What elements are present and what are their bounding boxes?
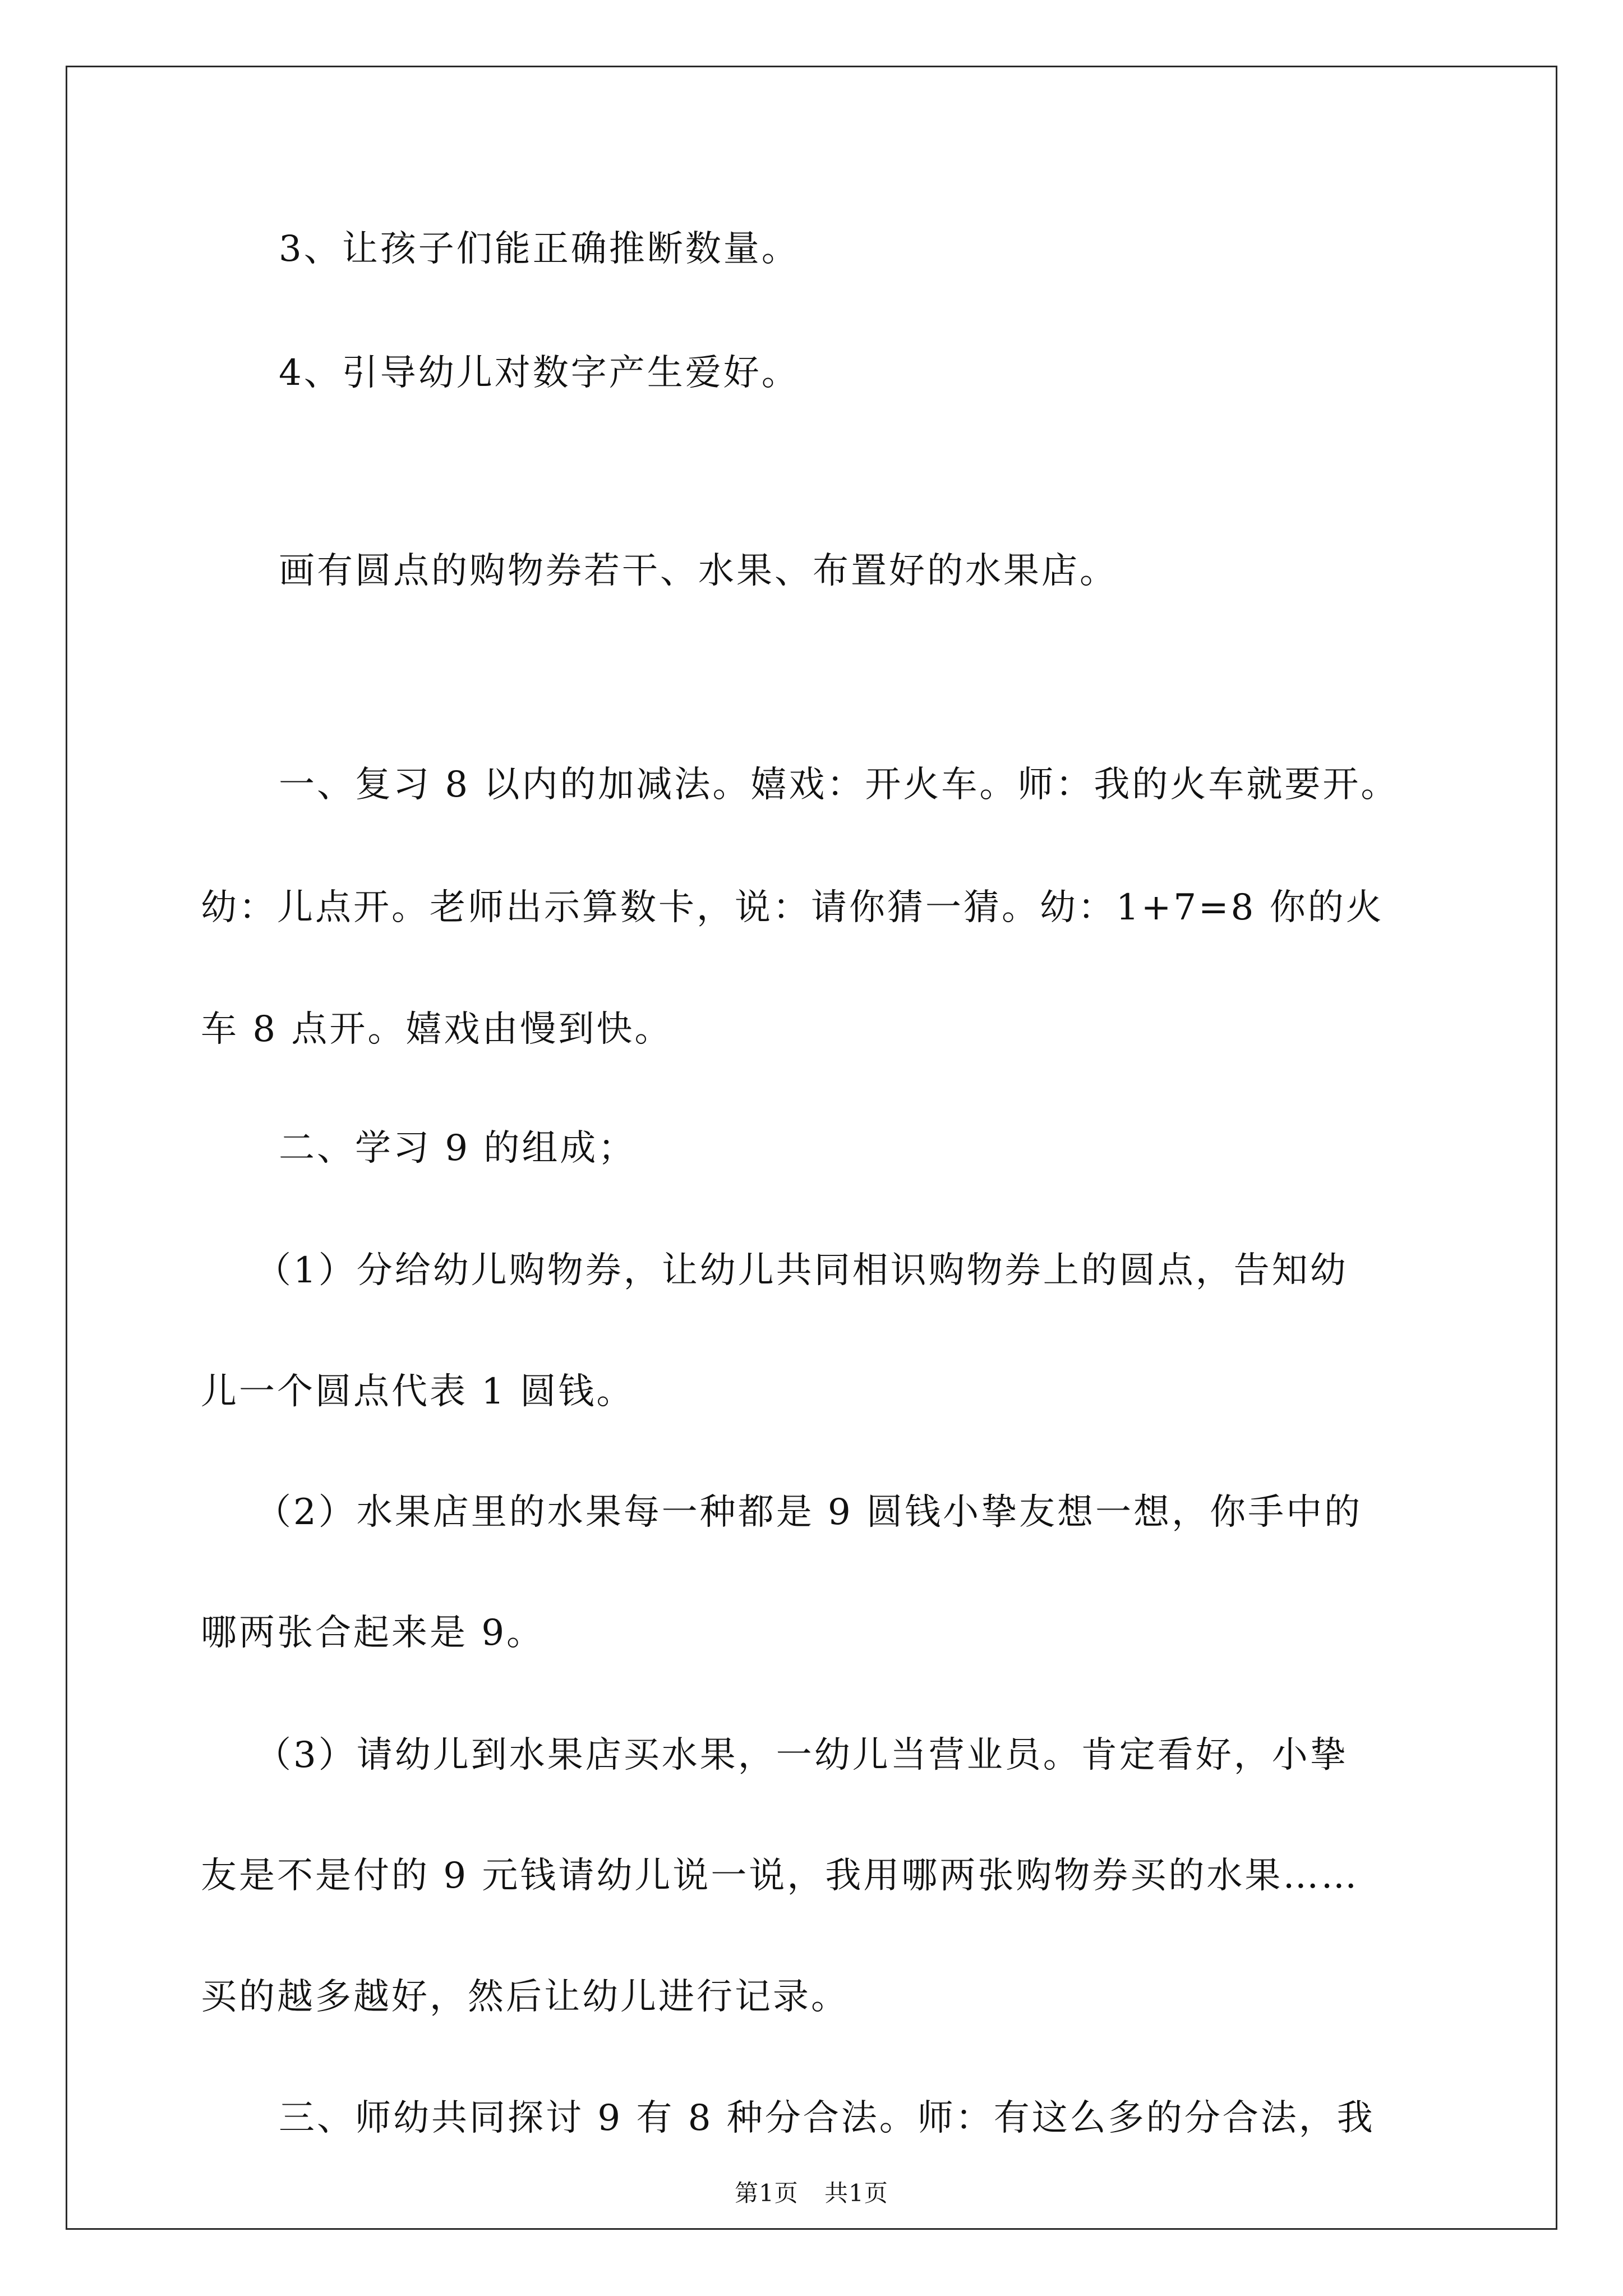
text-line-10: （2）水果店里的水果每一种都是 9 圆钱小挚友想一想，你手中的	[255, 1492, 1363, 1533]
text-line-1: 3、让孩子们能正确推断数量。	[279, 228, 800, 270]
footer-page-total: 共1页	[824, 2179, 888, 2207]
text-line-6: 车 8 点开。嬉戏由慢到快。	[201, 1009, 673, 1050]
text-line-11: 哪两张合起来是 9。	[201, 1612, 545, 1654]
text-line-5: 幼：儿点开。老师出示算数卡，说：请你猜一猜。幼：1+7=8 你的火	[201, 887, 1384, 928]
text-line-4: 一、复习 8 以内的加减法。嬉戏：开火车。师：我的火车就要开。	[279, 764, 1399, 806]
text-line-8: （1）分给幼儿购物券，让幼儿共同相识购物券上的圆点，告知幼	[255, 1250, 1348, 1291]
page-footer	[0, 2177, 1623, 2210]
text-line-2: 4、引导幼儿对数字产生爱好。	[279, 352, 800, 394]
text-line-3: 画有圆点的购物券若干、水果、布置好的水果店。	[279, 550, 1118, 592]
text-line-15: 三、师幼共同探讨 9 有 8 种分合法。师：有这么多的分合法，我	[279, 2097, 1375, 2139]
text-line-13: 友是不是付的 9 元钱请幼儿说一说，我用哪两张购物券买的水果……	[201, 1855, 1359, 1897]
footer-page-current: 第1页	[735, 2179, 799, 2207]
text-line-7: 二、学习 9 的组成；	[279, 1128, 637, 1169]
text-line-12: （3）请幼儿到水果店买水果，一幼儿当营业员。肯定看好，小挚	[255, 1734, 1348, 1776]
text-line-9: 儿一个圆点代表 1 圆钱。	[201, 1371, 635, 1412]
text-line-14: 买的越多越好，然后让幼儿进行记录。	[201, 1976, 849, 2018]
